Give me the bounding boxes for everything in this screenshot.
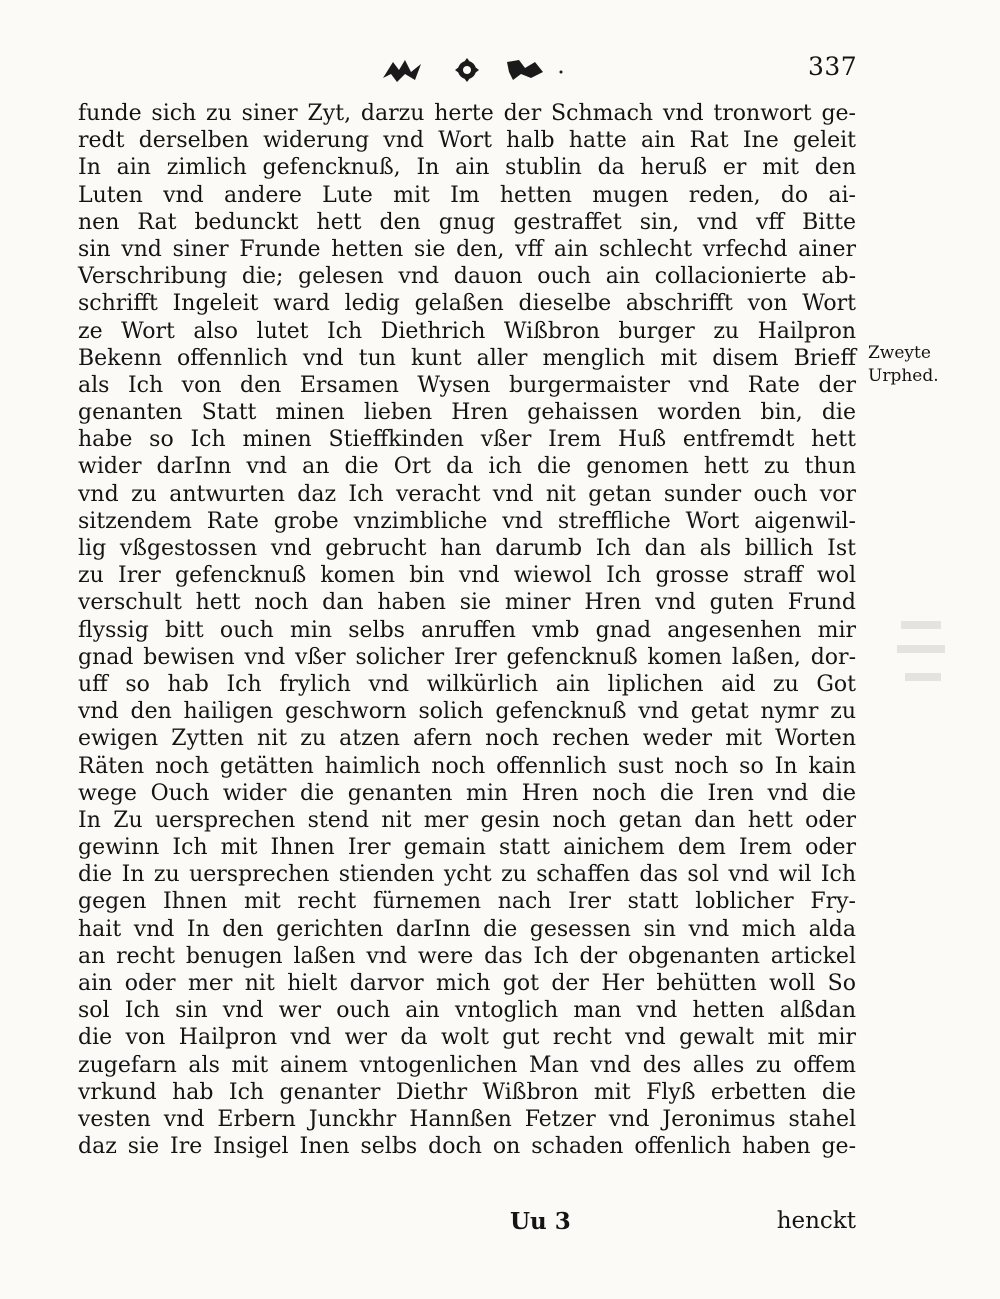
- text-line: zugefarn als mit ainem vntogenlichen Man vnd des alles zu offem: [78, 1052, 856, 1078]
- text-line: Verschribung die; gelesen vnd dauon ouch ain collacionierte ab-: [78, 264, 856, 290]
- text-line: Bekenn offennlich vnd tun kunt aller menglich mit disem Brieff: [78, 345, 856, 371]
- text-line: gewinn Ich mit Ihnen Irer gemain statt ainichem dem Irem oder: [78, 835, 856, 861]
- text-line: gegen Ihnen mit recht fürnemen nach Irer statt loblicher Fry-: [78, 889, 856, 915]
- text-line: In ain zimlich gefencknuß, In ain stublin da heruß er mit den: [78, 155, 856, 181]
- catchword: henckt: [776, 1208, 856, 1234]
- text-line: Luten vnd andere Lute mit Im hetten mugen reden, do ai-: [78, 182, 856, 208]
- margin-note: [868, 342, 980, 388]
- text-line: die von Hailpron vnd wer da wolt gut recht vnd gewalt mit mir: [78, 1025, 856, 1051]
- text-line: vrkund hab Ich genanter Diethr Wißbron mit Flyß erbetten die: [78, 1079, 856, 1105]
- footer-line: [78, 1208, 856, 1242]
- text-line: uff so hab Ich frylich vnd wilkürlich ain liplichen aid zu Got: [78, 671, 856, 697]
- text-line: vnd den hailigen geschworn solich gefencknuß vnd getat nymr zu: [78, 699, 856, 725]
- text-line: Räten noch getätten haimlich noch offennlich sust noch so In kain: [78, 753, 856, 779]
- text-line: sol Ich sin vnd wer ouch ain vntoglich man vnd hetten alßdan: [78, 998, 856, 1024]
- page-number: 337: [808, 52, 858, 81]
- text-line: habe so Ich minen Stieffkinden vßer Irem Huß entfremdt hett: [78, 427, 856, 453]
- margin-note-line: Urphed.: [868, 366, 939, 386]
- text-line: In Zu uersprechen stend nit mer gesin noch getan dan hett oder: [78, 807, 856, 833]
- show-through-mark: [895, 615, 955, 695]
- signature-mark: Uu 3: [510, 1208, 571, 1235]
- text-line: genanten Statt minen lieben Hren gehaissen worden bin, die: [78, 400, 856, 426]
- header-ornament: [375, 50, 565, 90]
- text-line: sitzendem Rate grobe vnzimbliche vnd streffliche Wort aigenwil-: [78, 508, 856, 534]
- text-line: lig vßgestossen vnd gebrucht han darumb Ich dan als billich Ist: [78, 536, 856, 561]
- text-line: ain oder mer nit hielt darvor mich got der Her behütten woll So: [78, 971, 856, 996]
- margin-note-line: Zweyte: [868, 343, 931, 363]
- text-line: vnd zu antwurten daz Ich veracht vnd nit getan sunder ouch vor: [78, 481, 856, 507]
- text-line: die In zu uersprechen stienden ycht zu schaffen das sol vnd wil Ich: [78, 862, 856, 888]
- text-line: vesten vnd Erbern Junckhr Hannßen Fetzer vnd Jeronimus stahel: [78, 1106, 856, 1132]
- text-line: wege Ouch wider die genanten min Hren noch die Iren vnd die: [78, 780, 856, 806]
- text-line: zu Irer gefencknuß komen bin vnd wiewol Ich grosse straff wol: [78, 563, 856, 589]
- text-line: an recht benugen laßen vnd were das Ich der obgenanten artickel: [78, 943, 856, 969]
- body-text: [78, 100, 856, 1160]
- text-line: nen Rat bedunckt hett den gnug gestraffet sin, vnd vff Bitte: [78, 209, 856, 235]
- text-line: ze Wort also lutet Ich Diethrich Wißbron burger zu Hailpron: [78, 318, 856, 344]
- text-line: redt derselben widerung vnd Wort halb hatte ain Rat Ine geleit: [78, 128, 856, 154]
- text-line: wider darInn vnd an die Ort da ich die genomen hett zu thun: [78, 454, 856, 480]
- text-line: schrifft Ingeleit ward ledig gelaßen dieselbe abschrifft von Wort: [78, 291, 856, 317]
- text-line: funde sich zu siner Zyt, darzu herte der Schmach vnd tronwort ge-: [78, 101, 856, 126]
- text-line: verschult hett noch dan haben sie miner Hren vnd guten Frund: [78, 590, 856, 616]
- text-line: als Ich von den Ersamen Wysen burgermaister vnd Rate der: [78, 372, 856, 398]
- text-line: daz sie Ire Insigel Inen selbs doch on schaden offenlich haben ge-: [78, 1134, 856, 1160]
- text-line: sin vnd siner Frunde hetten sie den, vff ain schlecht vrfechd ainer: [78, 236, 856, 262]
- text-line: ewigen Zytten nit zu atzen afern noch rechen weder mit Worten: [78, 726, 856, 752]
- text-line: gnad bewisen vnd vßer solicher Irer gefencknuß komen laßen, dor-: [78, 644, 856, 670]
- text-line: flyssig bitt ouch min selbs anruffen vmb gnad angesenhen mir: [78, 617, 856, 643]
- text-line: hait vnd In den gerichten darInn die gesessen sin vnd mich alda: [78, 916, 856, 942]
